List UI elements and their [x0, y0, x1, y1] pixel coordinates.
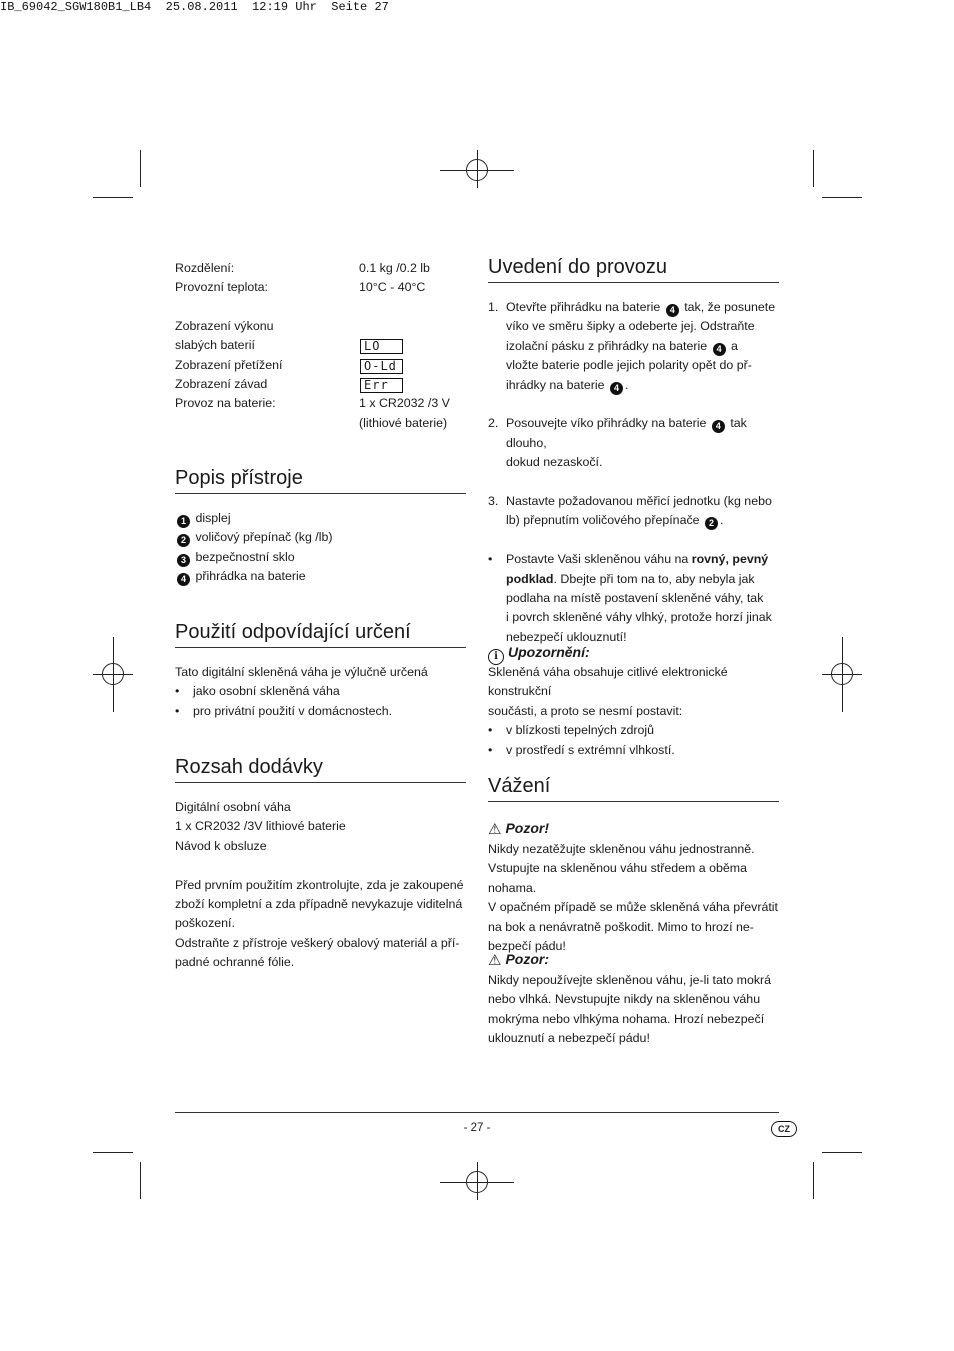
display-label: Zobrazení výkonu: [175, 318, 274, 333]
display-label: Zobrazení přetížení: [175, 357, 283, 372]
display-label: Zobrazení závad: [175, 376, 268, 391]
number-badge-icon: 2: [705, 517, 718, 530]
number-badge-icon: 3: [177, 554, 190, 567]
specs-table: [175, 259, 475, 433]
warning-1-title: ⚠ Pozor!: [488, 820, 550, 838]
uvedeni-steps: [488, 298, 783, 647]
step-1: 1. Otevřte přihrádku na baterie 4 tak, že posunete víko ve směru šipky a odeberte jej. Odstraňte izolační pásku z přihrádky na baterie 4 a vložte baterie podle jejich polarity opět do př- ihrádky na baterie 4 .: [488, 300, 776, 393]
list-item: 3 bezpečnostní sklo: [175, 548, 466, 567]
step-3: 3. Nastavte požadovanou měřicí jednotku (kg nebo lb) přepnutím voličového přepínače 2 .: [488, 494, 772, 529]
lcd-error: Err: [360, 378, 403, 393]
number-badge-icon: 4: [177, 573, 190, 586]
parts-list: [175, 509, 466, 587]
heading-popis: Popis přístroje: [175, 465, 466, 494]
number-badge-icon: 4: [712, 420, 725, 433]
spec-value: 1 x CR2032 /3 V: [359, 396, 450, 411]
list-item: 1 displej: [175, 509, 466, 528]
lcd-low-battery: LO: [360, 339, 403, 354]
heading-pouziti: Použití odpovídající určení: [175, 619, 466, 648]
warning-2-title: ⚠ Pozor:: [488, 951, 550, 969]
warning-icon: ⚠: [488, 952, 502, 969]
number-badge-icon: 4: [713, 343, 726, 356]
bullet-icon: •: [175, 703, 180, 718]
spec-label: Provozní teplota:: [175, 280, 268, 295]
spec-label: Rozdělení:: [175, 261, 235, 275]
step-2: 2. Posouvejte víko přihrádky na baterie 4 tak dlouho, dokud nezaskočí.: [488, 416, 747, 470]
spec-value: 0.1 kg /0.2 lb: [359, 261, 430, 275]
bullet-icon: •: [488, 552, 493, 567]
lcd-overload: O-Ld: [360, 359, 403, 374]
bullet-icon: •: [488, 742, 493, 757]
bullet-icon: •: [488, 723, 493, 738]
page-number: - 27 -: [463, 1122, 491, 1134]
crop-mark: [822, 1152, 862, 1153]
crop-mark: [822, 197, 862, 198]
bullet-icon: •: [175, 684, 180, 699]
note-upozorneni-title: i Upozornění:: [488, 644, 590, 665]
pouziti-text: Tato digitální skleněná váha je výlučně určená • jako osobní skleněná váha • pro privátní použití v domácnostech.: [175, 663, 466, 721]
crop-mark: [813, 150, 814, 187]
spec-value: (lithiové baterie): [359, 415, 448, 430]
number-badge-icon: 2: [177, 534, 190, 547]
spec-label: Provoz na baterie:: [175, 396, 276, 411]
spec-value: 10°C - 40°C: [359, 280, 426, 295]
footer-rule: [175, 1112, 779, 1113]
heading-rozsah: Rozsah dodávky: [175, 754, 466, 783]
step-bullet: • Postavte Vaši skleněnou váhu na rovný, pevný podklad. Dbejte při tom na to, aby nebyla jak podlaha na místě postavení skleněné váhy, tak i povrch skleněné váhy vlhký, protože horzí jinak nebezpečí uklouznutí!: [488, 552, 772, 644]
crop-mark: [140, 150, 141, 187]
display-label: slabých baterií: [175, 338, 255, 353]
warning-icon: ⚠: [488, 821, 502, 838]
language-badge: CZ: [771, 1121, 797, 1137]
heading-uvedeni: Uvedení do provozu: [488, 254, 779, 283]
crop-mark: [140, 1162, 141, 1199]
number-badge-icon: 4: [610, 382, 623, 395]
crop-mark: [93, 1152, 133, 1153]
upozorneni-text: Skleněná váha obsahuje citlivé elektronické konstrukční součásti, a proto se nesmí postavit: • v blízkosti tepelných zdrojů • v prostředí s extrémní vlhkostí.: [488, 663, 783, 760]
crop-mark: [813, 1162, 814, 1199]
number-badge-icon: 1: [177, 515, 190, 528]
crop-mark: [93, 197, 133, 198]
info-icon: i: [488, 649, 504, 665]
rozsah-text: Digitální osobní váha 1 x CR2032 /3V lithiové baterie Návod k obsluze Před prvním použitím zkontrolujte, zda je zakoupené zboží kompletní a zda případně nevykazuje viditelná poškození. Odstraňte z přístroje veškerý obalový materiál a pří- padné ochranné fólie.: [175, 800, 464, 970]
number-badge-icon: 4: [666, 304, 679, 317]
warning-1-text: Nikdy nezatěžujte skleněnou váhu jednostranně. Vstupujte na skleněnou váhu středem a oběma nohama. V opačném případě se může skleněná váha převrátit na bok a nenávratně poškodit. Mimo to hrozí ne- bezpečí pádu!: [488, 842, 778, 954]
warning-2-text: Nikdy nepoužívejte skleněnou váhu, je-li tato mokrá nebo vlhká. Nevstupujte nikdy na skleněnou váhu mokrýma nebo vlhkýma nohama. Hrozí nebezpečí uklouznutí a nebezpečí pádu!: [488, 973, 772, 1046]
list-item: 2 voličový přepínač (kg /lb): [175, 528, 466, 547]
print-slug: IB_69042_SGW180B1_LB4 25.08.2011 12:19 Uhr Seite 27: [0, 0, 389, 14]
list-item: 4 přihrádka na baterie: [175, 567, 466, 586]
heading-vazeni: Vážení: [488, 773, 779, 802]
